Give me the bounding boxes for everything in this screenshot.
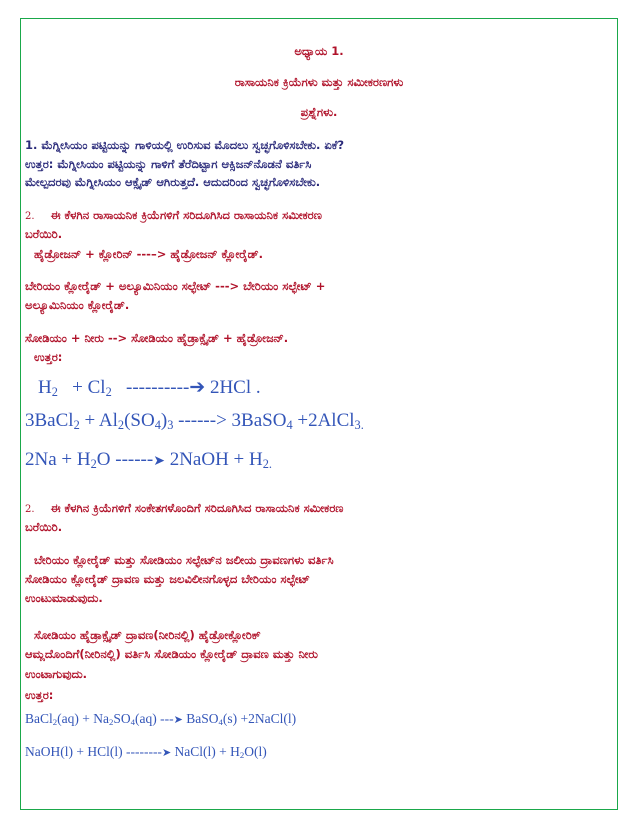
question-2-number: 2. — [25, 211, 35, 222]
equation-3-1: BaCl$_2$(aq) + $Na_2SO_4(aq)$ ---➤ BaSO$_4$(s) +2NaCl(l) — [25, 711, 297, 728]
answer-1-line2: ಮೇಲ್ಪದರವು ಮೆಗ್ನೀಸಿಯಂ ಆಕ್ಸೈಡ್ ಆಗಿರುತ್ತದೆ. ಆದುದರಿಂದ ಸ್ವಚ್ಛಗೊಳಿಸಬೇಕು. — [25, 175, 321, 189]
reaction-3-1-line2: ಸೋಡಿಯಂ ಕ್ಲೋರೈಡ್ ದ್ರಾವಣ ಮತ್ತು ಜಲವಿಲೀನಗೊಳ್ಳದ ಬೇರಿಯಂ ಸಲ್ಫೇಟ್ — [25, 572, 310, 586]
equation-3-2: NaOH(l) + HCl(l) --------➤ NaCl(l) + $H_2O(l)$ — [25, 744, 267, 761]
answer-2-label: ಉತ್ತರ: — [34, 350, 63, 364]
chapter-title: ಅಧ್ಯಾಯ 1. — [294, 44, 344, 58]
reaction-3-2-line3: ಉಂಟಾಗುವುದು. — [25, 667, 88, 681]
reaction-3-2-line1: ಸೋಡಿಯಂ ಹೈಡ್ರಾಕ್ಸೈಡ್ ದ್ರಾವಣ(ನೀರಿನಲ್ಲಿ) ಹೈಡ್ರೋಕ್ಲೋರಿಕ್ — [34, 628, 261, 642]
answer-3-label: ಉತ್ತರ: — [25, 688, 54, 702]
subject-title: ರಾಸಾಯನಿಕ ಕ್ರಿಯೆಗಳು ಮತ್ತು ಸಮೀಕರಣಗಳು — [234, 75, 404, 89]
question-3-text: ಈ ಕೆಳಗಿನ ಕ್ರಿಯೆಗಳಿಗೆ ಸಂಕೇತಗಳೊಂದಿಗೆ ಸರಿದೂಗಿಸಿದ ರಾಸಾಯನಿಕ ಸಮೀಕರಣ — [50, 501, 344, 515]
question-1: 1. ಮೆಗ್ನೀಸಿಯಂ ಪಟ್ಟಿಯನ್ನು ಗಾಳಿಯಲ್ಲಿ ಉರಿಸುವ ಮೊದಲು ಸ್ವಚ್ಛಗೊಳಿಸಬೇಕು. ಏಕೆ? — [25, 138, 345, 152]
question-2-line2: ಬರೆಯಿರಿ. — [25, 227, 63, 241]
equation-2-2: 3BaCl$_2$ + $Al_2(SO_4)_3$ ------> 3BaSO$_4$ +2AlCl$_{3.}$ — [25, 410, 364, 433]
answer-1-line1: ಉತ್ತರ: ಮೆಗ್ನೀಸಿಯಂ ಪಟ್ಟಿಯನ್ನು ಗಾಳಿಗೆ ತೆರೆದಿಟ್ಟಾಗ ಆಕ್ಸಿಜನ್‌ನೊಡನೆ ವರ್ತಿಸಿ — [25, 157, 312, 171]
reaction-2-3: ಸೋಡಿಯಂ + ನೀರು --> ಸೋಡಿಯಂ ಹೈಡ್ರಾಕ್ಸೈಡ್ + ಹೈಡ್ರೋಜನ್. — [25, 331, 289, 345]
reaction-2-1: ಹೈಡ್ರೋಜನ್ + ಕ್ಲೋರಿನ್ ---–> ಹೈಡ್ರೋಜನ್ ಕ್ಲೋರೈಡ್. — [34, 247, 264, 261]
question-3-line2: ಬರೆಯಿರಿ. — [25, 520, 63, 534]
arrow-icon: ➔ — [189, 377, 206, 398]
equation-2-1: $H_2$ + $Cl_2$ ----------➔ 2HCl . — [38, 377, 261, 400]
equation-2-3: $2Na + H_2O$ ------➤ 2NaOH + $H_{2.}$ — [25, 449, 272, 472]
arrow-icon: ➤ — [153, 454, 165, 469]
arrow-icon: ➤ — [161, 747, 172, 759]
arrow-icon: ➤ — [173, 714, 183, 726]
section-title: ಪ್ರಶ್ನೆಗಳು. — [300, 105, 338, 119]
question-3-number: 2. — [25, 504, 35, 515]
question-2-line1 — [25, 210, 322, 222]
reaction-3-1-line1: ಬೇರಿಯಂ ಕ್ಲೋರೈಡ್ ಮತ್ತು ಸೋಡಿಯಂ ಸಲ್ಫೇಟ್‌ನ ಜಲೀಯ ದ್ರಾವಣಗಳು ವರ್ತಿಸಿ — [34, 553, 334, 567]
reaction-3-2-line2: ಆಮ್ಲದೊಂದಿಗೆ(ನೀರಿನಲ್ಲಿ) ವರ್ತಿಸಿ ಸೋಡಿಯಂ ಕ್ಲೋರೈಡ್ ದ್ರಾವಣ ಮತ್ತು ನೀರು — [25, 647, 318, 661]
reaction-3-1-line3: ಉಂಟುಮಾಡುವುದು. — [25, 591, 103, 605]
reaction-2-2-line1: ಬೇರಿಯಂ ಕ್ಲೋರೈಡ್ + ಅಲ್ಯೂಮಿನಿಯಂ ಸಲ್ಫೇಟ್ ---> ಬೇರಿಯಂ ಸಲ್ಫೇಟ್ + — [25, 279, 326, 293]
question-2-text: ಈ ಕೆಳಗಿನ ರಾಸಾಯನಿಕ ಕ್ರಿಯೆಗಳಿಗೆ ಸರಿದೂಗಿಸಿದ ರಾಸಾಯನಿಕ ಸಮೀಕರಣ — [50, 208, 322, 222]
reaction-2-2-line2: ಅಲ್ಯೂಮಿನಿಯಂ ಕ್ಲೋರೈಡ್. — [25, 298, 130, 312]
question-3-line1 — [25, 503, 343, 515]
